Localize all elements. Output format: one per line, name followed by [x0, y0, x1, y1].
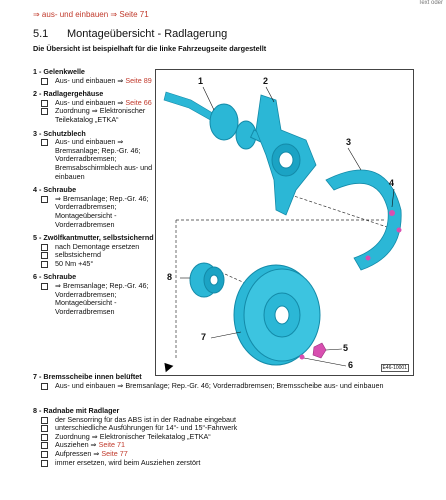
- screw-part: [300, 355, 305, 360]
- parts-list-column: [33, 68, 163, 316]
- drive-shaft-part: [164, 92, 270, 149]
- callout-2: 2: [263, 76, 269, 86]
- top-bar: [0, 0, 446, 8]
- section-heading: 6 - Schraube: [33, 272, 77, 282]
- page-link[interactable]: Seite 77: [101, 448, 128, 458]
- callout-4: 4: [389, 178, 395, 188]
- wheel-hub-part: [190, 263, 224, 297]
- section-heading: 8 - Radnabe mit Radlager: [33, 406, 120, 415]
- checkbox-icon: [41, 451, 48, 458]
- checkbox-icon: [41, 417, 48, 424]
- wheel-bearing-housing-part: [256, 95, 316, 215]
- list-item: Aus- und einbauen ⇒ Seite 89: [33, 77, 163, 86]
- twelve-point-nut-part: [313, 343, 326, 358]
- list-item: unterschiedliche Ausführungen für 14“- und 15“-Fahrwerk: [33, 424, 423, 433]
- section-title: Montageübersicht - Radlagerung: [67, 28, 228, 40]
- section-heading: 3 - Schutzblech: [33, 128, 86, 138]
- list-item: immer ersetzen, wird beim Ausziehen zerstört: [33, 459, 423, 468]
- callout-7: 7: [201, 332, 207, 342]
- checkbox-icon: [41, 252, 48, 259]
- section-heading: 5 - Zwölfkantmutter, selbstsichernd: [33, 233, 154, 243]
- list-item: Aus- und einbauen ⇒ Seite 66: [33, 99, 163, 108]
- exploded-view-figure: [155, 69, 414, 376]
- page-link[interactable]: Seite 66: [125, 97, 152, 107]
- breadcrumb[interactable]: ⇒ aus- und einbauen ⇒ Seite 71: [33, 10, 149, 19]
- list-item: Zuordnung ⇒ Elektronischer Teilekatalog „ETKA“: [33, 107, 163, 124]
- list-item: ⇒ Bremsanlage; Rep.-Gr. 46; Vorderradbremsen; Montageübersicht - Vorderradbremsen: [33, 195, 163, 229]
- list-item: selbstsichernd: [33, 251, 163, 260]
- checkbox-icon: [41, 460, 48, 467]
- list-item: Ausziehen ⇒ Seite 71: [33, 441, 423, 450]
- section-heading: 4 - Schraube: [33, 185, 77, 195]
- page-title: [33, 28, 227, 40]
- callout-8: 8: [167, 272, 173, 282]
- checkbox-icon: [41, 425, 48, 432]
- callout-1: 1: [198, 76, 204, 86]
- checkbox-icon: [41, 434, 48, 441]
- checkbox-icon: [41, 100, 48, 107]
- list-item: ⇒ Bremsanlage; Rep.-Gr. 46; Vorderradbremsen; Montageübersicht - Vorderradbremsen: [33, 282, 163, 316]
- page-link[interactable]: Seite 71: [98, 440, 125, 450]
- checkbox-icon: [41, 283, 48, 290]
- checkbox-icon: [41, 261, 48, 268]
- top-right-label: Text oder: [418, 0, 443, 6]
- checkbox-icon: [41, 442, 48, 449]
- list-item: der Sensorring für das ABS ist in der Radnabe eingebaut: [33, 416, 423, 425]
- section-8: [33, 407, 423, 467]
- section-number: 5.1: [33, 28, 49, 40]
- checkbox-icon: [41, 244, 48, 251]
- list-item: 50 Nm +45°: [33, 260, 163, 269]
- list-item: Zuordnung ⇒ Elektronischer Teilekatalog „ETKA“: [33, 433, 423, 442]
- callout-3: 3: [346, 137, 352, 147]
- callout-5: 5: [343, 343, 349, 353]
- list-item: Aufpressen ⇒ Seite 77: [33, 450, 423, 459]
- checkbox-icon: [41, 196, 48, 203]
- section-heading: 1 - Gelenkwelle: [33, 67, 85, 76]
- figure-code: E46-10001: [382, 365, 407, 371]
- checkbox-icon: [41, 383, 48, 390]
- list-item: Aus- und einbauen ⇒ Bremsanlage; Rep.-Gr. 46; Vorderradbremsen; Bremsscheibe aus- und einbauen: [33, 382, 423, 391]
- brake-disc-part: [234, 265, 320, 365]
- section-heading: 2 - Radlagergehäuse: [33, 89, 104, 99]
- list-item: nach Demontage ersetzen: [33, 243, 163, 252]
- section-heading: 7 - Bremsscheibe innen belüftet: [33, 372, 142, 381]
- callout-6: 6: [348, 360, 354, 370]
- list-item: Aus- und einbauen ⇒ Bremsanlage; Rep.-Gr. 46; Vorderradbremsen; Bremsabschirmblech aus- und einbauen: [33, 138, 163, 181]
- checkbox-icon: [41, 78, 48, 85]
- checkbox-icon: [41, 139, 48, 146]
- page-link[interactable]: Seite 89: [125, 75, 152, 85]
- assembly-drawing: [156, 70, 413, 375]
- checkbox-icon: [41, 108, 48, 115]
- intro-text: Die Übersicht ist beispielhaft für die linke Fahrzeugseite dargestellt: [33, 44, 267, 53]
